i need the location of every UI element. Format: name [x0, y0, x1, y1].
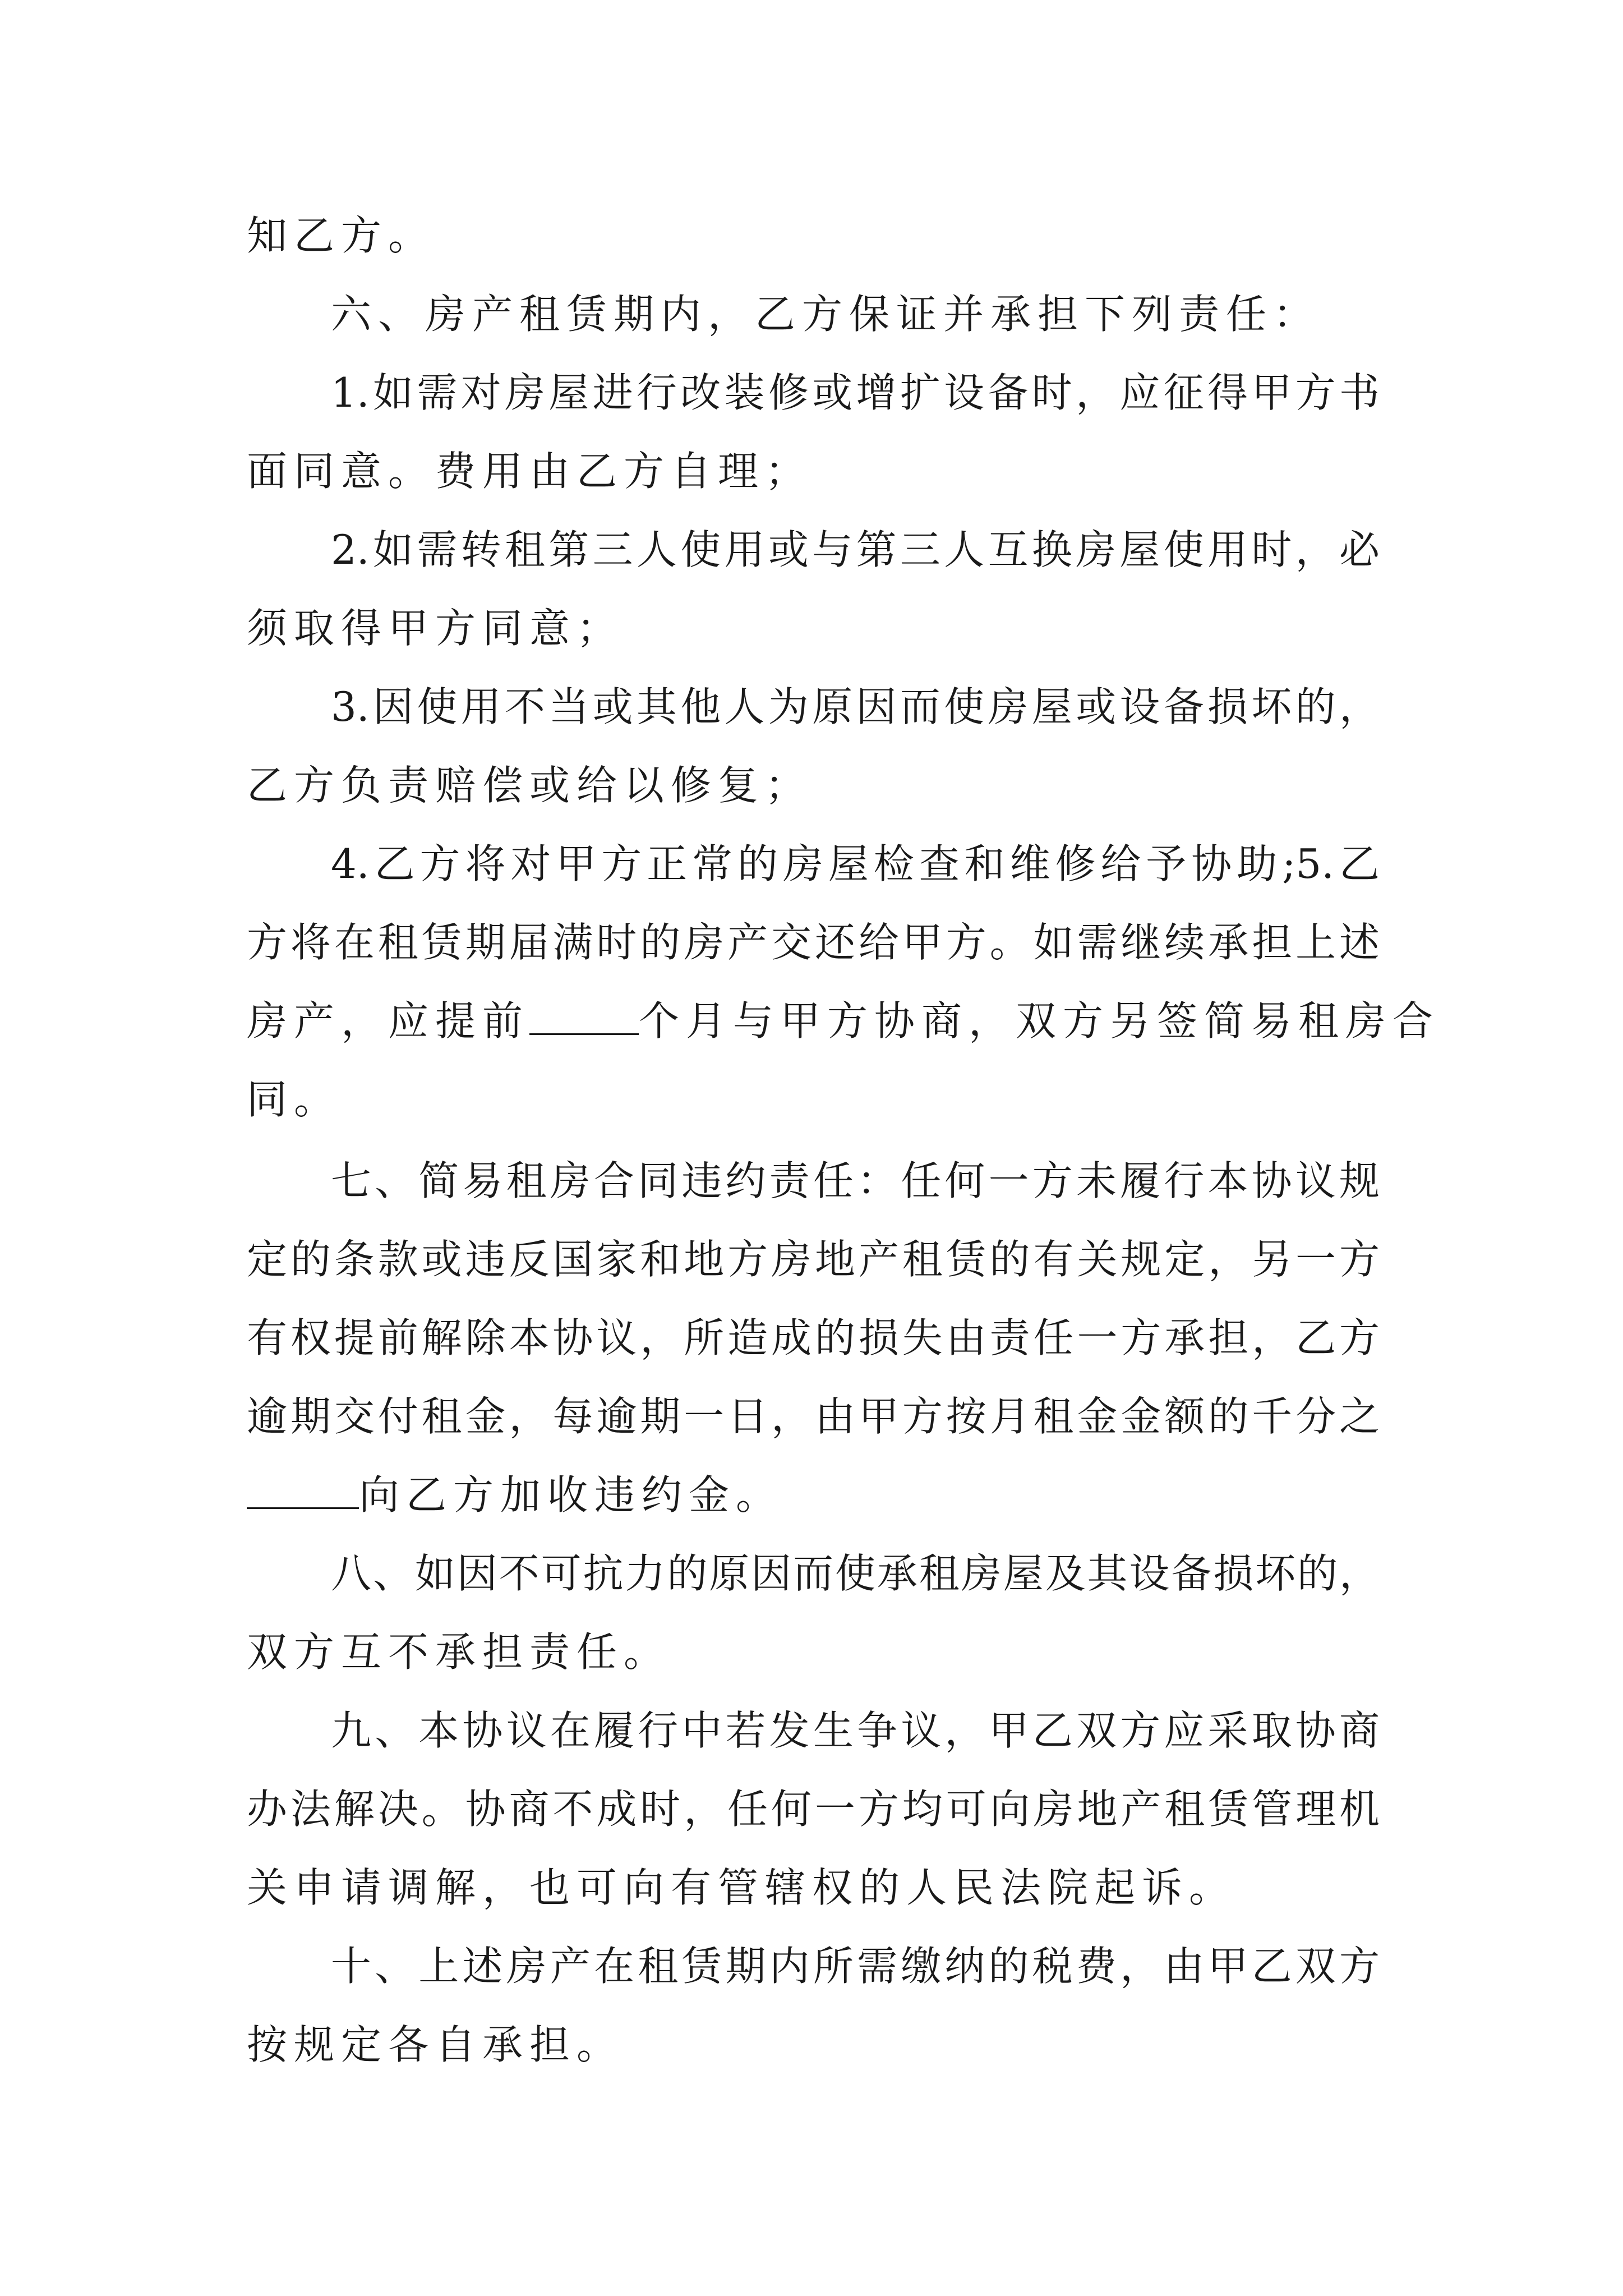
text-line: 有权提前解除本协议，所造成的损失由责任一方承担，乙方 [247, 1314, 1380, 1361]
text-line: 面同意。费用由乙方自理； [247, 448, 813, 495]
text-segment: 房产，应提前 [247, 997, 530, 1045]
text-line-with-blank [247, 990, 1440, 1052]
text-segment: 个月与甲方协商，双方另签简易租房合 [639, 997, 1440, 1045]
text-line: 逾期交付租金，每逾期一日，由甲方按月租金金额的千分之 [247, 1393, 1380, 1440]
text-line: 关申请调解，也可向有管辖权的人民法院起诉。 [247, 1864, 1237, 1911]
text-line: 乙方负责赔偿或给以修复； [247, 762, 813, 809]
text-line: 4.乙方将对甲方正常的房屋检查和维修给予协助;5.乙 [331, 840, 1380, 887]
clause-6-heading: 六、房产租赁期内，乙方保证并承担下列责任： [331, 291, 1321, 338]
text-line: 办法解决。协商不成时，任何一方均可向房地产租赁管理机 [247, 1786, 1380, 1833]
text-line-with-blank [247, 1464, 783, 1526]
fill-in-blank [247, 1473, 359, 1509]
text-line: 按规定各自承担。 [247, 2021, 624, 2068]
clause-7-heading: 七、简易租房合同违约责任：任何一方未履行本协议规 [331, 1157, 1380, 1204]
text-line: 方将在租赁期届满时的房产交还给甲方。如需继续承担上述 [247, 919, 1380, 966]
text-line: 2.如需转租第三人使用或与第三人互换房屋使用时，必 [331, 526, 1380, 573]
text-line: 知乙方。 [247, 212, 436, 259]
fill-in-blank [529, 999, 639, 1035]
text-line: 3.因使用不当或其他人为原因而使房屋或设备损坏的， [331, 683, 1380, 730]
text-segment: 向乙方加收违约金。 [359, 1471, 783, 1519]
clause-9-heading: 九、本协议在履行中若发生争议，甲乙双方应采取协商 [331, 1707, 1380, 1754]
text-line: 双方互不承担责任。 [247, 1628, 671, 1676]
text-line: 同。 [247, 1076, 342, 1123]
clause-10-heading: 十、上述房产在租赁期内所需缴纳的税费，由甲乙双方 [331, 1943, 1380, 1990]
text-line: 1.如需对房屋进行改装修或增扩设备时，应征得甲方书 [331, 369, 1380, 416]
text-line: 定的条款或违反国家和地方房地产租赁的有关规定，另一方 [247, 1236, 1380, 1283]
clause-8-heading: 八、如因不可抗力的原因而使承租房屋及其设备损坏的， [331, 1550, 1380, 1597]
text-line: 须取得甲方同意； [247, 605, 624, 652]
